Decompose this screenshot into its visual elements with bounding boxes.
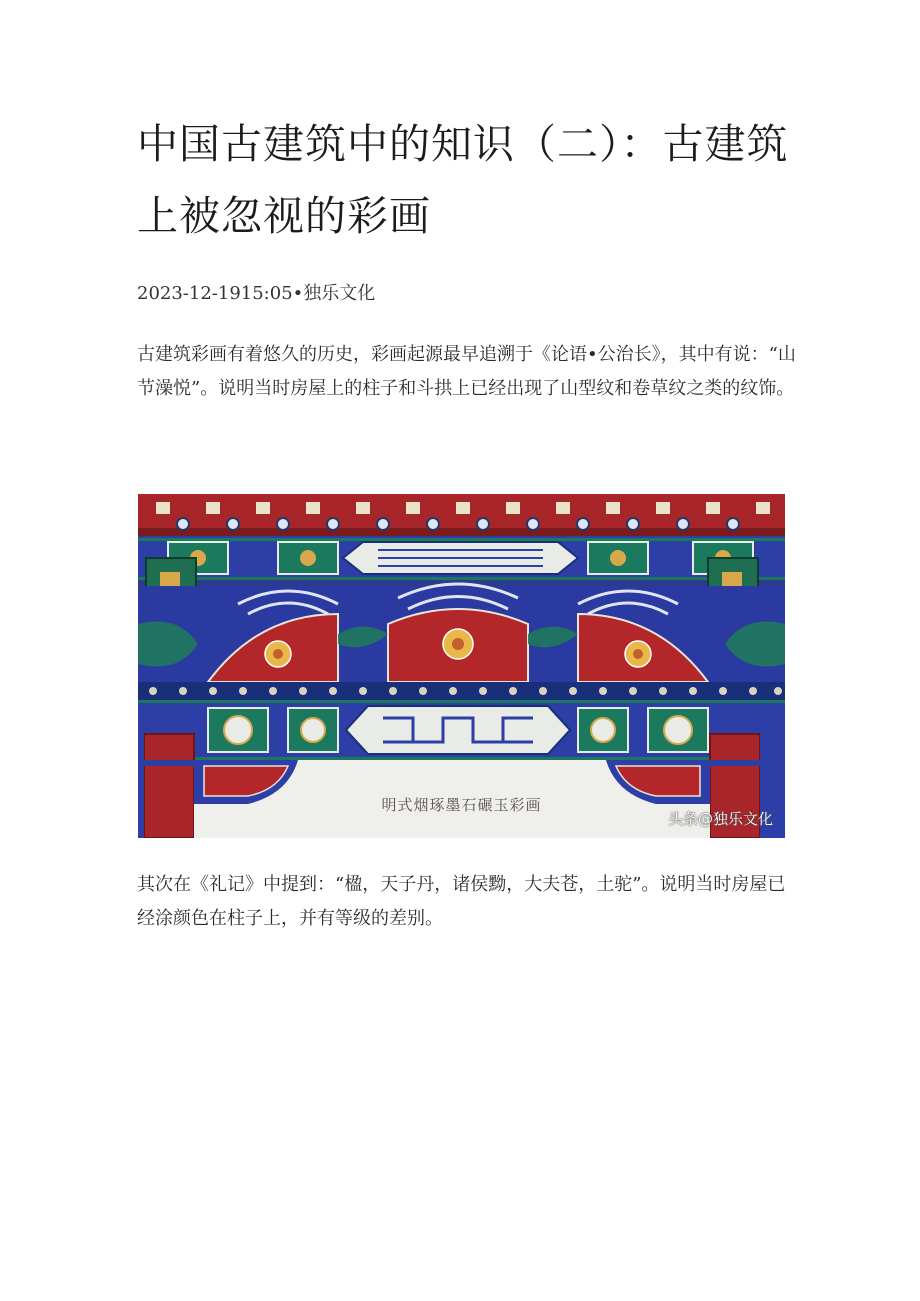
article-title: 中国古建筑中的知识（二）：古建筑上被忽视的彩画 <box>137 120 789 240</box>
painted-beam-illustration <box>138 494 785 838</box>
figure-caption: 明式烟琢墨石碾玉彩画 <box>381 796 542 814</box>
painted-beam-photo <box>138 494 785 838</box>
figure-watermark: 头条@独乐文化 <box>667 810 773 828</box>
article-meta: 2023-12-1915:05•独乐文化 <box>137 283 376 304</box>
paragraph-liji: 其次在《礼记》中提到：“楹，天子丹，诸侯黝，大夫苍，土驼”。说明当时房屋已经涂颜色在柱子上，并有等级的差别。 <box>137 874 786 929</box>
paragraph-intro: 古建筑彩画有着悠久的历史，彩画起源最早追溯于《论语•公治长》，其中有说：“山节澡悦”。说明当时房屋上的柱子和斗拱上已经出现了山型纹和卷草纹之类的纹饰。 <box>137 344 796 399</box>
